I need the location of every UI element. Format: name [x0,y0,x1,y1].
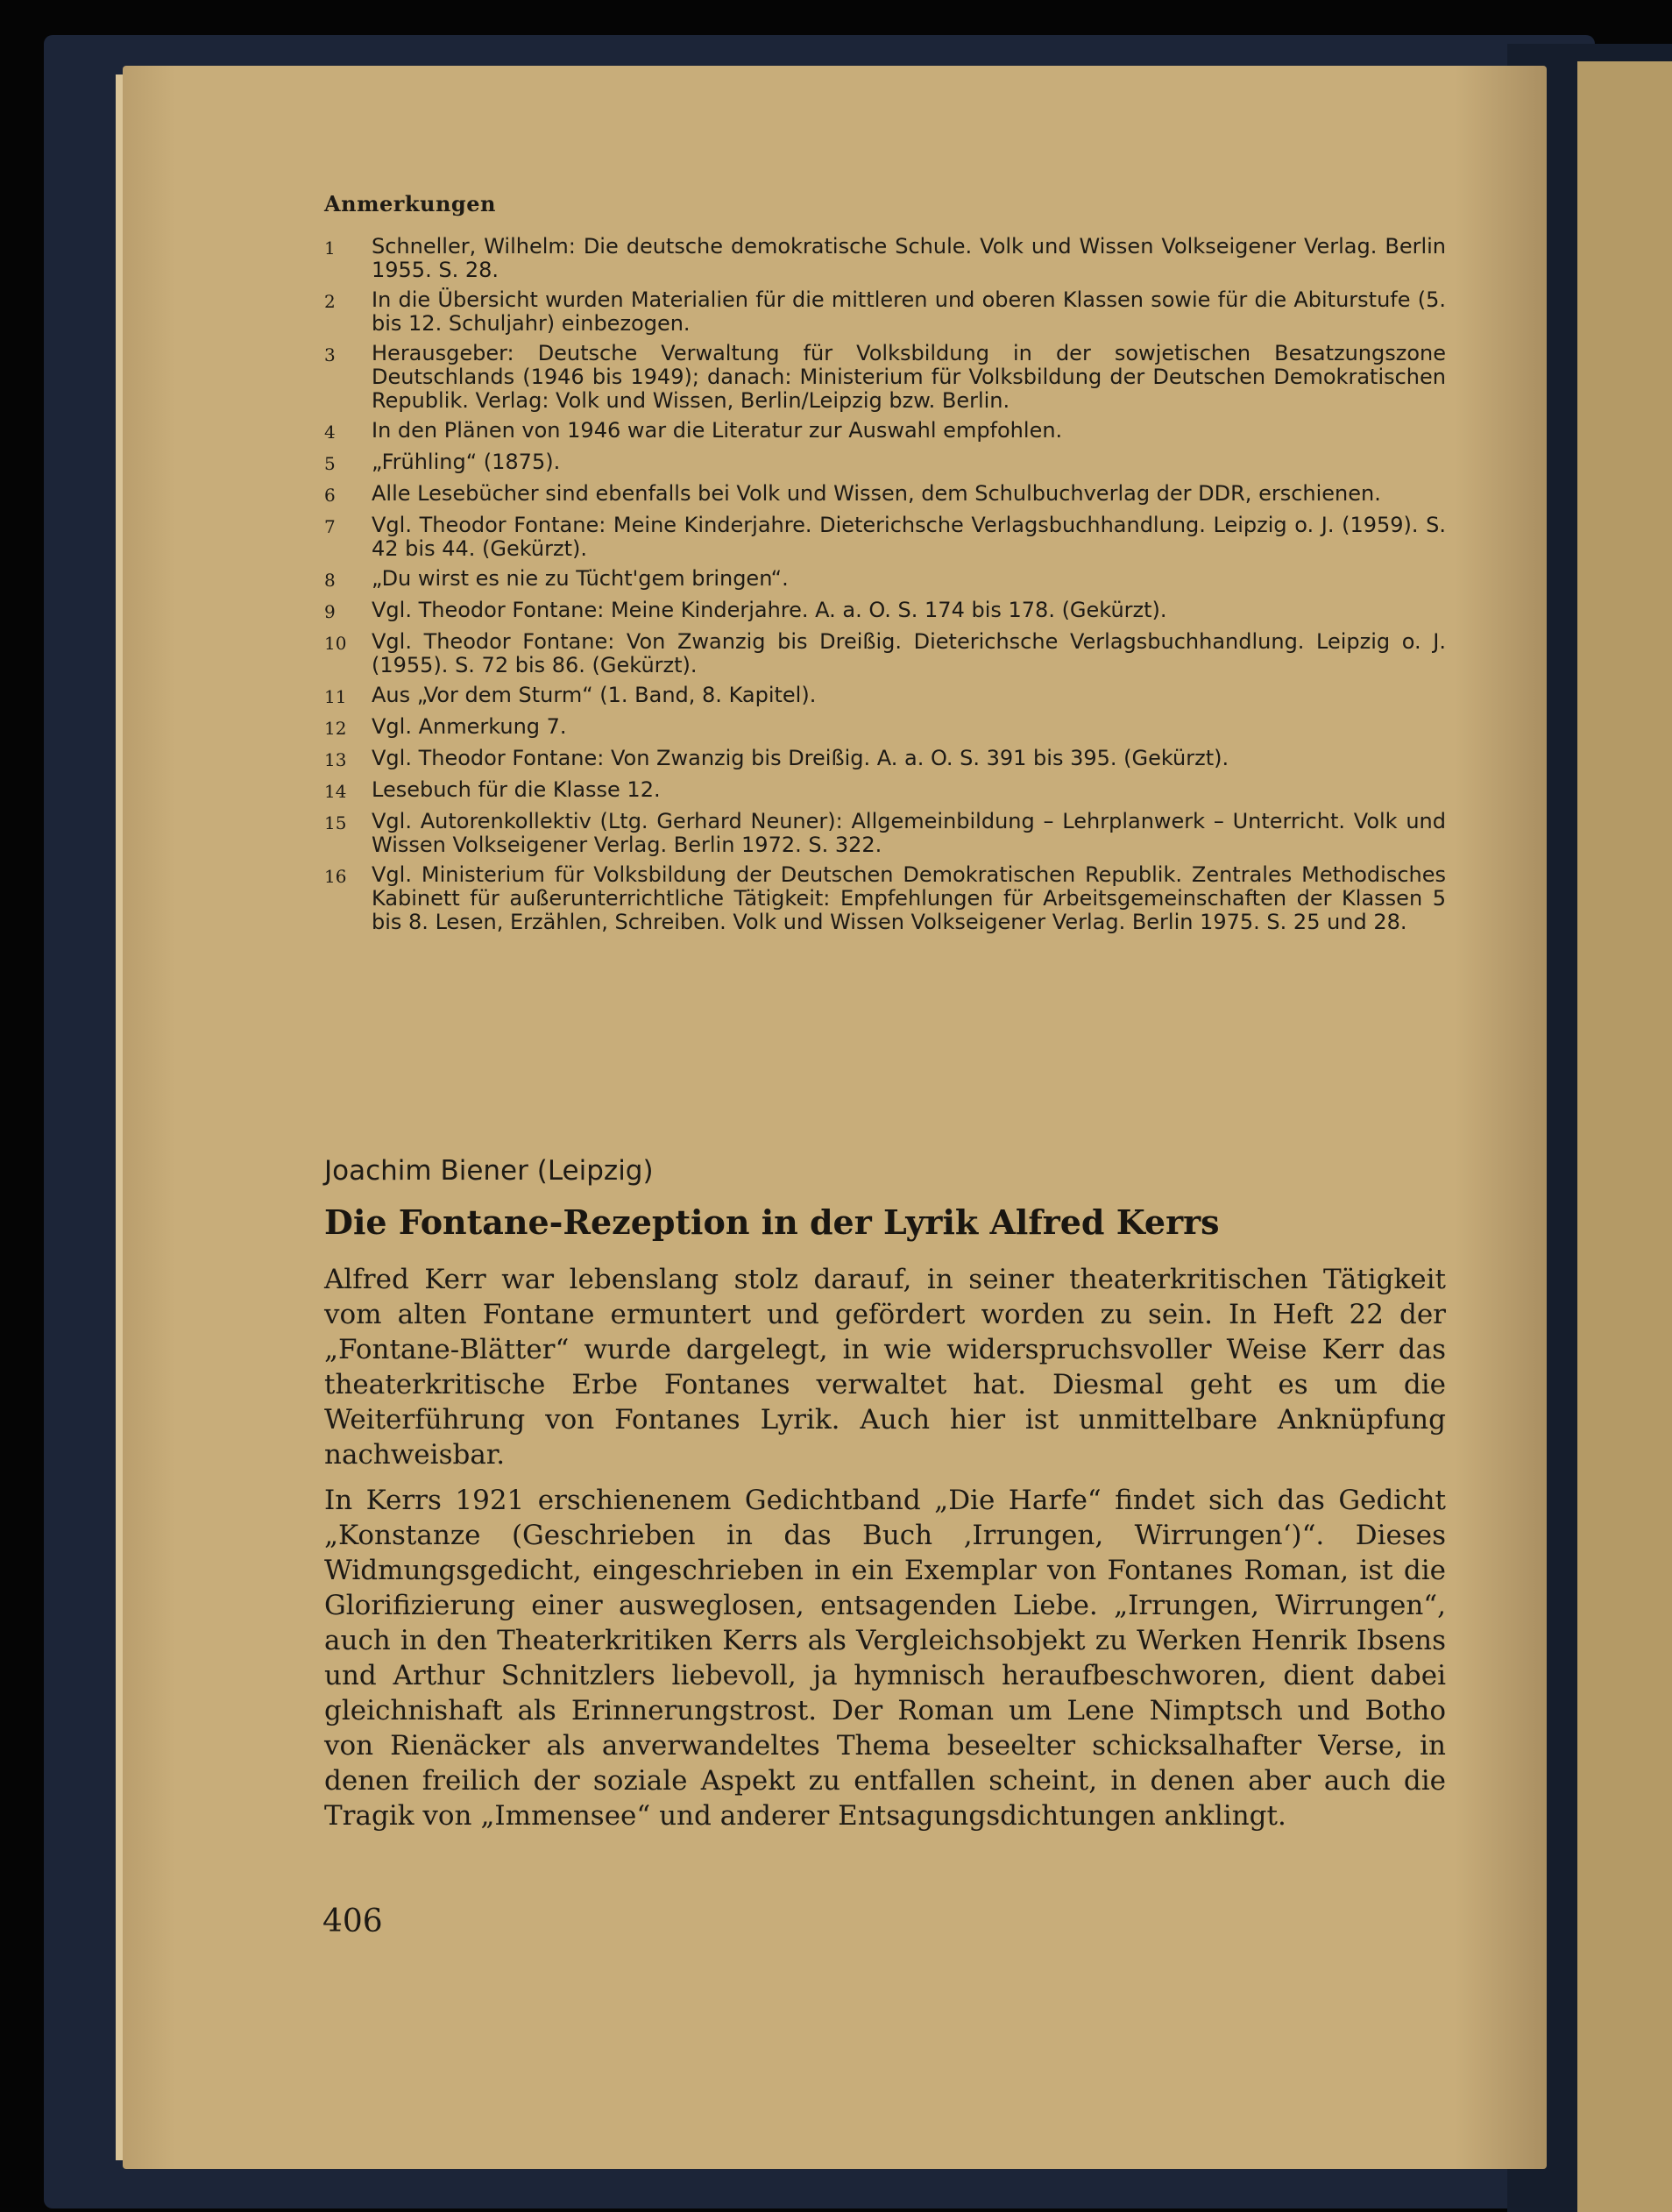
note-item [324,235,1446,282]
note-number: 12 [324,718,347,739]
note-item [324,810,1446,857]
note-item [324,715,1446,741]
note-number: 8 [324,570,336,591]
note-number: 16 [324,866,347,887]
note-text: Vgl. Anmerkung 7. [372,714,567,739]
notes-heading: Anmerkungen [324,191,496,216]
note-number: 14 [324,781,347,802]
note-text: Vgl. Theodor Fontane: Meine Kinderjahre. Dieterichsche Verlagsbuchhandlung. Leipzig o. J. (1959). S. 42 bis 44. (Gekürzt). [372,513,1446,561]
note-item [324,630,1446,677]
article-author: Joachim Biener (Leipzig) [324,1155,654,1187]
note-item [324,778,1446,804]
note-number: 5 [324,453,336,474]
note-number: 6 [324,485,336,506]
note-number: 9 [324,601,336,622]
article-title: Die Fontane-Rezeption in der Lyrik Alfred Kerrs [324,1202,1220,1242]
note-number: 10 [324,633,347,654]
note-item [324,599,1446,624]
article-body [324,1262,1446,1844]
note-item [324,342,1446,413]
note-text: Vgl. Ministerium für Volksbildung der Deutschen Demokratischen Republik. Zentrales Methodisches Kabinett für außerunterrichtliche Tätigkeit: Empfehlungen für Arbeitsgemeinschaften der Klassen 5 bis 8. Lesen, Erzählen, Schreiben. Volk und Wissen Volkseigener Verlag. Berlin 1975. S. 25 und 28. [372,862,1446,934]
note-number: 4 [324,422,336,443]
note-number: 11 [324,686,347,707]
note-text: In die Übersicht wurden Materialien für die mittleren und oberen Klassen sowie für die Abiturstufe (5. bis 12. Schuljahr) einbezogen. [372,287,1446,336]
note-text: Vgl. Theodor Fontane: Von Zwanzig bis Dreißig. Dieterichsche Verlagsbuchhandlung. Leipzig o. J. (1955). S. 72 bis 86. (Gekürzt). [372,629,1446,677]
note-text: Vgl. Theodor Fontane: Von Zwanzig bis Dreißig. A. a. O. S. 391 bis 395. (Gekürzt). [372,746,1229,770]
note-text: Alle Lesebücher sind ebenfalls bei Volk und Wissen, dem Schulbuchverlag der DDR, erschienen. [372,481,1381,506]
note-text: Vgl. Autorenkollektiv (Ltg. Gerhard Neuner): Allgemeinbildung – Lehrplanwerk – Unterricht. Volk und Wissen Volkseigener Verlag. Berlin 1972. S. 322. [372,809,1446,857]
next-page-edge [1577,61,1672,2212]
note-text: Aus „Vor dem Sturm“ (1. Band, 8. Kapitel). [372,683,817,707]
article-paragraph: Alfred Kerr war lebenslang stolz darauf, in seiner theaterkritischen Tätigkeit vom alten Fontane ermuntert und gefördert worden zu sein. In Heft 22 der „Fontane-Blätter“ wurde dargelegt, in wie widerspruchsvoller Weise Kerr das theaterkritische Erbe Fontanes verwaltet hat. Diesmal geht es um die Weiterführung von Fontanes Lyrik. Auch hier ist unmittelbare Anknüpfung nachweisbar. [324,1264,1446,1471]
note-text: Vgl. Theodor Fontane: Meine Kinderjahre. A. a. O. S. 174 bis 178. (Gekürzt). [372,598,1167,622]
note-item [324,288,1446,336]
note-number: 7 [324,516,336,537]
note-text: Lesebuch für die Klasse 12. [372,777,661,802]
note-number: 13 [324,749,347,770]
note-text: Herausgeber: Deutsche Verwaltung für Volksbildung in der sowjetischen Besatzungszone Deutschlands (1946 bis 1949); danach: Ministerium für Volksbildung der Deutschen Demokratischen Republik. Verlag: Volk und Wissen, Berlin/Leipzig bzw. Berlin. [372,341,1446,413]
note-text: „Frühling“ (1875). [372,450,561,474]
note-item [324,419,1446,444]
notes-list [324,235,1446,940]
note-text: „Du wirst es nie zu Tücht'gem bringen“. [372,566,789,591]
note-item [324,567,1446,592]
note-item [324,514,1446,561]
note-number: 1 [324,238,336,259]
page-number: 406 [322,1904,383,1939]
note-item [324,863,1446,934]
note-item [324,450,1446,476]
note-number: 2 [324,291,336,312]
note-number: 3 [324,344,336,365]
note-item [324,747,1446,772]
note-item [324,684,1446,709]
note-item [324,482,1446,507]
note-number: 15 [324,812,347,833]
note-text: In den Plänen von 1946 war die Literatur zur Auswahl empfohlen. [372,418,1063,443]
note-text: Schneller, Wilhelm: Die deutsche demokratische Schule. Volk und Wissen Volkseigener Verlag. Berlin 1955. S. 28. [372,234,1446,282]
article-paragraph: In Kerrs 1921 erschienenem Gedichtband „Die Harfe“ findet sich das Gedicht „Konstanze (Geschrieben in das Buch ‚Irrungen, Wirrungen‘)“. Dieses Widmungsgedicht, eingeschrieben in ein Exemplar von Fontanes Roman, ist die Glorifizierung einer ausweglosen, entsagenden Liebe. „Irrungen, Wirrungen“, auch in den Theaterkritiken Kerrs als Vergleichsobjekt zu Werken Henrik Ibsens und Arthur Schnitzlers liebevoll, ja hymnisch heraufbeschworen, dient dabei gleichnishaft als Erinnerungstrost. Der Roman um Lene Nimptsch und Botho von Rienäcker als anverwandeltes Thema beseelter schicksalhafter Verse, in denen freilich der soziale Aspekt zu entfallen scheint, in denen aber auch die Tragik von „Immensee“ und anderer Entsagungsdichtungen anklingt. [324,1485,1446,1832]
